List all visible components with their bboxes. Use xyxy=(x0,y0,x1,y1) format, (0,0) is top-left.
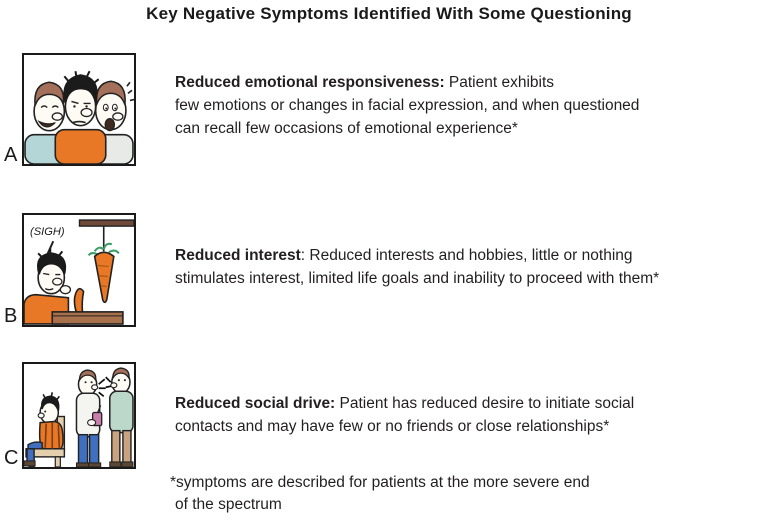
panel-b-description xyxy=(175,244,659,290)
panel-c-image-frame xyxy=(22,362,136,469)
panel-c-line1: Reduced social drive: Patient has reduced desire to initiate social xyxy=(175,395,635,412)
panel-c-line2: contacts and may have few or no friends or close relationships* xyxy=(175,418,610,435)
talking-man-right xyxy=(110,368,133,467)
panel-b-image-frame xyxy=(22,213,136,327)
speech-burst-icon xyxy=(99,377,111,396)
panel-a-line2: few emotions or changes in facial expression, and when questioned xyxy=(175,97,640,114)
withdrawn-man-two-friends-talking-illustration xyxy=(24,364,134,467)
panel-c-label: C xyxy=(4,447,19,469)
panel-b-line1: Reduced interest: Reduced interests and hobbies, little or nothing xyxy=(175,247,633,264)
footnote-line1: *symptoms are described for patients at the more severe end xyxy=(170,474,590,491)
talking-man-middle xyxy=(76,370,101,467)
figure-title: Key Negative Symptoms Identified With Some Questioning xyxy=(146,4,632,23)
panel-a-description xyxy=(175,71,639,140)
panel-b-line2: stimulates interest, limited life goals and inability to proceed with them* xyxy=(175,270,660,287)
bored-man-dangling-carrot-illustration xyxy=(24,215,134,325)
laugh-tears-icon xyxy=(127,82,134,100)
carrot-on-stick-icon xyxy=(80,220,134,302)
three-men-one-unresponsive-illustration xyxy=(24,55,134,164)
panel-a-line3: can recall few occasions of emotional experience* xyxy=(175,120,518,137)
panel-b-label: B xyxy=(4,305,18,327)
panel-c-heading: Reduced social drive: xyxy=(175,395,336,412)
table xyxy=(52,312,123,324)
footnote-line2: of the spectrum xyxy=(175,496,282,513)
resting-arm xyxy=(74,289,83,313)
footnote xyxy=(170,472,590,516)
sigh-label: (SIGH) xyxy=(30,226,65,239)
withdrawn-man-seated xyxy=(24,392,64,467)
panel-c-description xyxy=(175,392,634,438)
panel-a-line1: Reduced emotional responsiveness: Patient exhibits xyxy=(175,74,555,91)
panel-a-heading: Reduced emotional responsiveness: xyxy=(175,74,445,91)
panel-a-image-frame xyxy=(22,53,136,166)
hand xyxy=(60,286,70,294)
panel-a-label: A xyxy=(4,144,18,166)
panel-b-heading: Reduced interest xyxy=(175,247,301,264)
leg-thigh xyxy=(28,442,42,449)
